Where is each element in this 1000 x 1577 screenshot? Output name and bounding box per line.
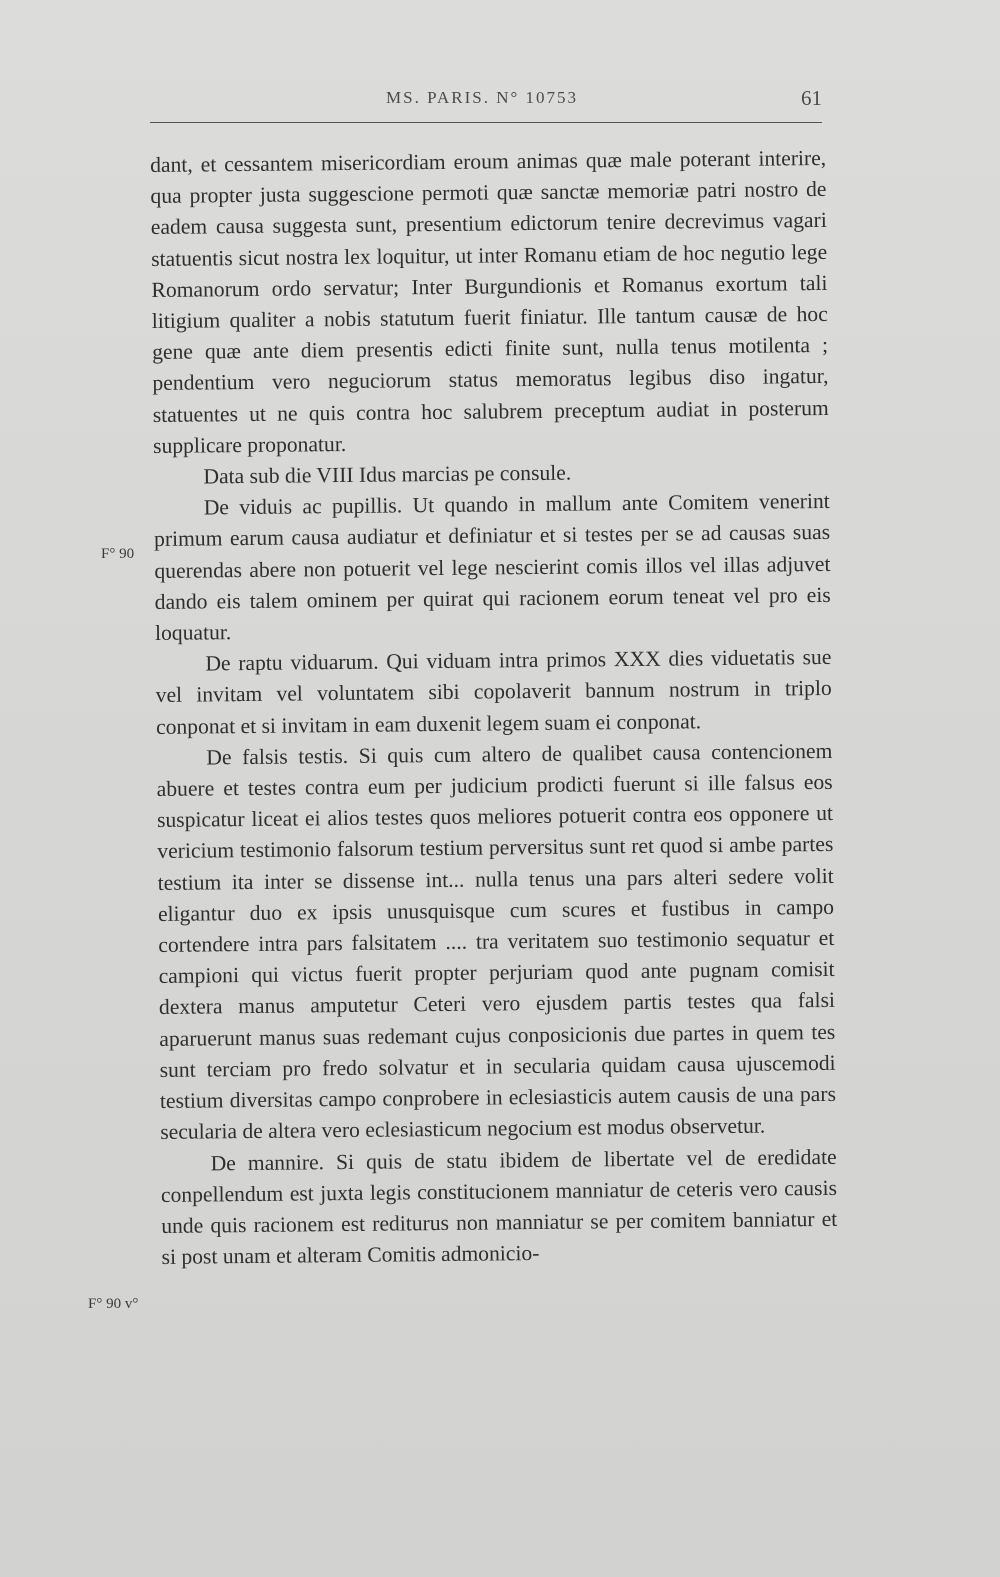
paragraph-dating-clause: Data sub die VIII Idus marcias pe consule. xyxy=(203,460,572,489)
header-rule xyxy=(150,122,822,123)
margin-note-folio-90-verso: F° 90 v° xyxy=(88,1296,139,1312)
paragraph-de-falsis-testis: De falsis testis. Si quis cum altero de qualibet causa contencionem abuere et testes contra eum per judicium prodicti fuerunt si ille falsus eos suspicatur liceat ei alios testes quos meliores potuerit contra eos opponere ut vericium testimonio falsorum testium perversitus sunt ret quod si ambe partes testium ita inter se dissense int... nulla tenus una pars alteri sedere volit eligantur duo ex ipsis unusquisque cum scures et fustibus in campo cortendere intra pars falsitatem .... tra veritatem suo testimonio sequatur et campioni qui victus fuerit propter perjuriam quod ante pugnam comisit dextera manus amputetur Ceteri vero ejusdem partis testes qua falsi aparuerunt manus suas redemant cujus conposicionis due partes in quem tes sunt terciam pro fredo solvatur et in secularia quidam causa ujuscemodi testium diversitas campo conprobere in eclesiasticis autem causis de una pars secularia de altera vero eclesiasticum negocium est modus observetur. xyxy=(156,738,837,1145)
paragraph-continuation: dant, et cessantem misericordiam eroum animas quæ male poterant interire, qua propter justa suggescione permoti quæ sanctæ memoriæ patri nostro de eadem causa suggesta sunt, presentium edictorum tenire decrevimus vagari statuentis sicut nostra lex loquitur, ut inter Romanu etiam de hoc negutio lege Romanorum ordo servatur; Inter Burgundionis et Romanus exortum tali litigium qualiter a nobis statutum fuerit finiatur. Ille tantum causæ de hoc gene quæ ante diem presentis edicti finite sunt, nulla tenus motilenta ; pendentium vero neguciorum status memoratus legibus diso ingatur, statuentes ut ne quis contra hoc salubrem preceptum audiat in posterum supplicare proponatur. xyxy=(150,145,829,458)
paragraph-de-viduis: De viduis ac pupillis. Ut quando in mallum ante Comitem venerint primum earum causa audiatur et definiatur et si testes per se ad causas suas querendas abere non potuerit vel lege nescierint comis illos vel illas adjuvet dando eis talem ominem per quirat qui racionem eorum teneat vel pro eis loquatur. xyxy=(153,489,831,646)
page-number: 61 xyxy=(801,86,822,110)
paragraph-de-mannire: De mannire. Si quis de statu ibidem de libertate vel de eredidate conpellendum est juxta legis constitucionem manniatur de ceteris vero causis unde quis racionem est rediturus non manniatur se per comitem banniatur et si post unam et alteram Comitis admonicio- xyxy=(160,1144,838,1270)
body-text xyxy=(150,143,838,1273)
margin-note-folio-90: F° 90 xyxy=(101,546,135,562)
running-head: MS. PARIS. N° 10753 xyxy=(386,88,579,107)
paragraph-de-raptu: De raptu viduarum. Qui viduam intra primos XXX dies viduetatis sue vel invitam vel voluntatem sibi copolaverit bannum nostrum in triplo conponat et si invitam in eam duxenit legem suam ei conponat. xyxy=(155,645,832,739)
page-header xyxy=(150,86,822,126)
